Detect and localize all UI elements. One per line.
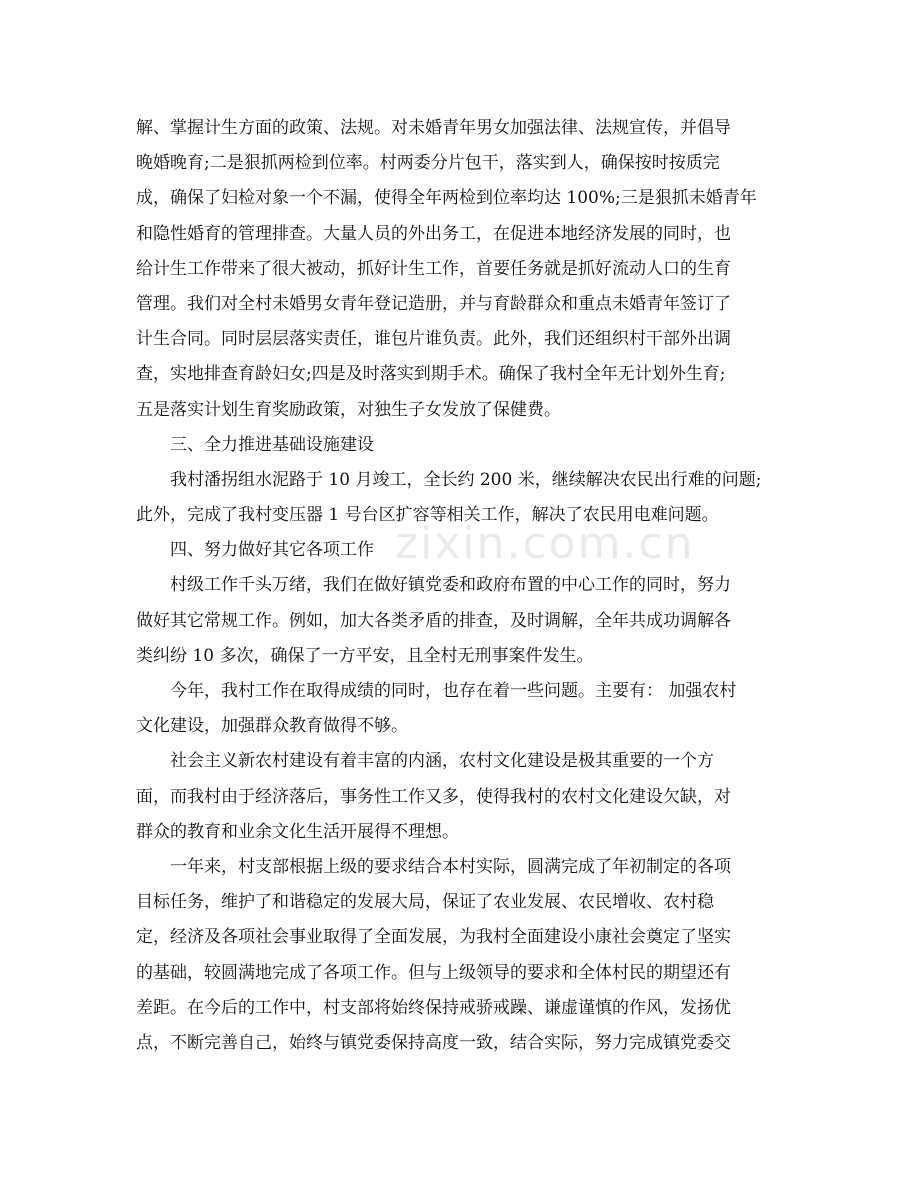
text-line: 群众的教育和业余文化生活开展得不理想。	[136, 821, 459, 842]
paragraph-first-line: 三、全力推进基础设施建设	[170, 434, 374, 455]
text-line: 的基础，较圆满地完成了各项工作。但与上级领导的要求和全体村民的期望还有	[136, 962, 731, 983]
text-line: 定，经济及各项社会事业取得了全面发展，为我村全面建设小康社会奠定了坚实	[136, 927, 731, 948]
paragraph-first-line: 村级工作千头万绪，我们在做好镇党委和政府布置的中心工作的同时，努力	[170, 575, 731, 596]
text-line: 计生合同。同时层层落实责任，谁包片谁负责。此外，我们还组织村干部外出调	[136, 329, 731, 350]
text-line: 查，实地排查育龄妇女;四是及时落实到期手术。确保了我村全年无计划外生育;	[136, 364, 726, 385]
paragraph-first-line: 今年，我村工作在取得成绩的同时，也存在着一些问题。主要有： 加强农村	[170, 681, 737, 701]
text-line: 差距。在今后的工作中，村支部将始终保持戒骄戒躁、谦虚谨慎的作风，发扬优	[136, 997, 731, 1018]
text-line: 和隐性婚育的管理排查。大量人员的外出务工，在促进本地经济发展的同时，也	[136, 223, 731, 244]
text-line: 类纠纷 10 多次，确保了一方平安，且全村无刑事案件发生。	[136, 645, 594, 666]
text-line: 解、掌握计生方面的政策、法规。对未婚青年男女加强法律、法规宣传，并倡导	[136, 118, 731, 138]
text-line: 目标任务，维护了和谐稳定的发展大局，保证了农业发展、农民增收、农村稳	[136, 892, 714, 913]
paragraph-first-line: 我村潘拐组水泥路于 10 月竣工，全长约 200 米，继续解决农民出行难的问题;	[170, 469, 762, 490]
text-line: 管理。我们对全村未婚男女青年登记造册，并与育龄群众和重点未婚青年签订了	[136, 293, 731, 314]
watermark: zixin.com.cn	[395, 518, 695, 569]
document-body	[136, 111, 804, 1061]
text-line: 晚婚晚育;二是狠抓两检到位率。村两委分片包干，落实到人，确保按时按质完	[136, 153, 720, 174]
paragraph-first-line: 一年来，村支部根据上级的要求结合本村实际，圆满完成了年初制定的各项	[170, 856, 731, 877]
text-line: 文化建设，加强群众教育做得不够。	[136, 716, 408, 737]
text-line: 此外，完成了我村变压器 1 号台区扩容等相关工作，解决了农民用电难问题。	[136, 505, 719, 526]
text-line: 五是落实计划生育奖励政策，对独生子女发放了保健费。	[136, 399, 561, 420]
text-line: 做好其它常规工作。例如，加大各类矛盾的排查，及时调解，全年共成功调解各	[136, 610, 731, 631]
text-line: 成，确保了妇检对象一个不漏，使得全年两检到位率均达 100%;三是狠抓未婚青年	[136, 188, 757, 209]
text-line: 点，不断完善自己，始终与镇党委保持高度一致，结合实际，努力完成镇党委交	[136, 1032, 731, 1053]
paragraph-first-line: 四、努力做好其它各项工作	[170, 540, 374, 561]
text-line: 面，而我村由于经济落后，事务性工作又多，使得我村的农村文化建设欠缺，对	[136, 786, 731, 807]
paragraph-first-line: 社会主义新农村建设有着丰富的内涵，农村文化建设是极其重要的一个方	[170, 751, 714, 772]
text-line: 给计生工作带来了很大被动，抓好计生工作，首要任务就是抓好流动人口的生育	[136, 258, 731, 279]
